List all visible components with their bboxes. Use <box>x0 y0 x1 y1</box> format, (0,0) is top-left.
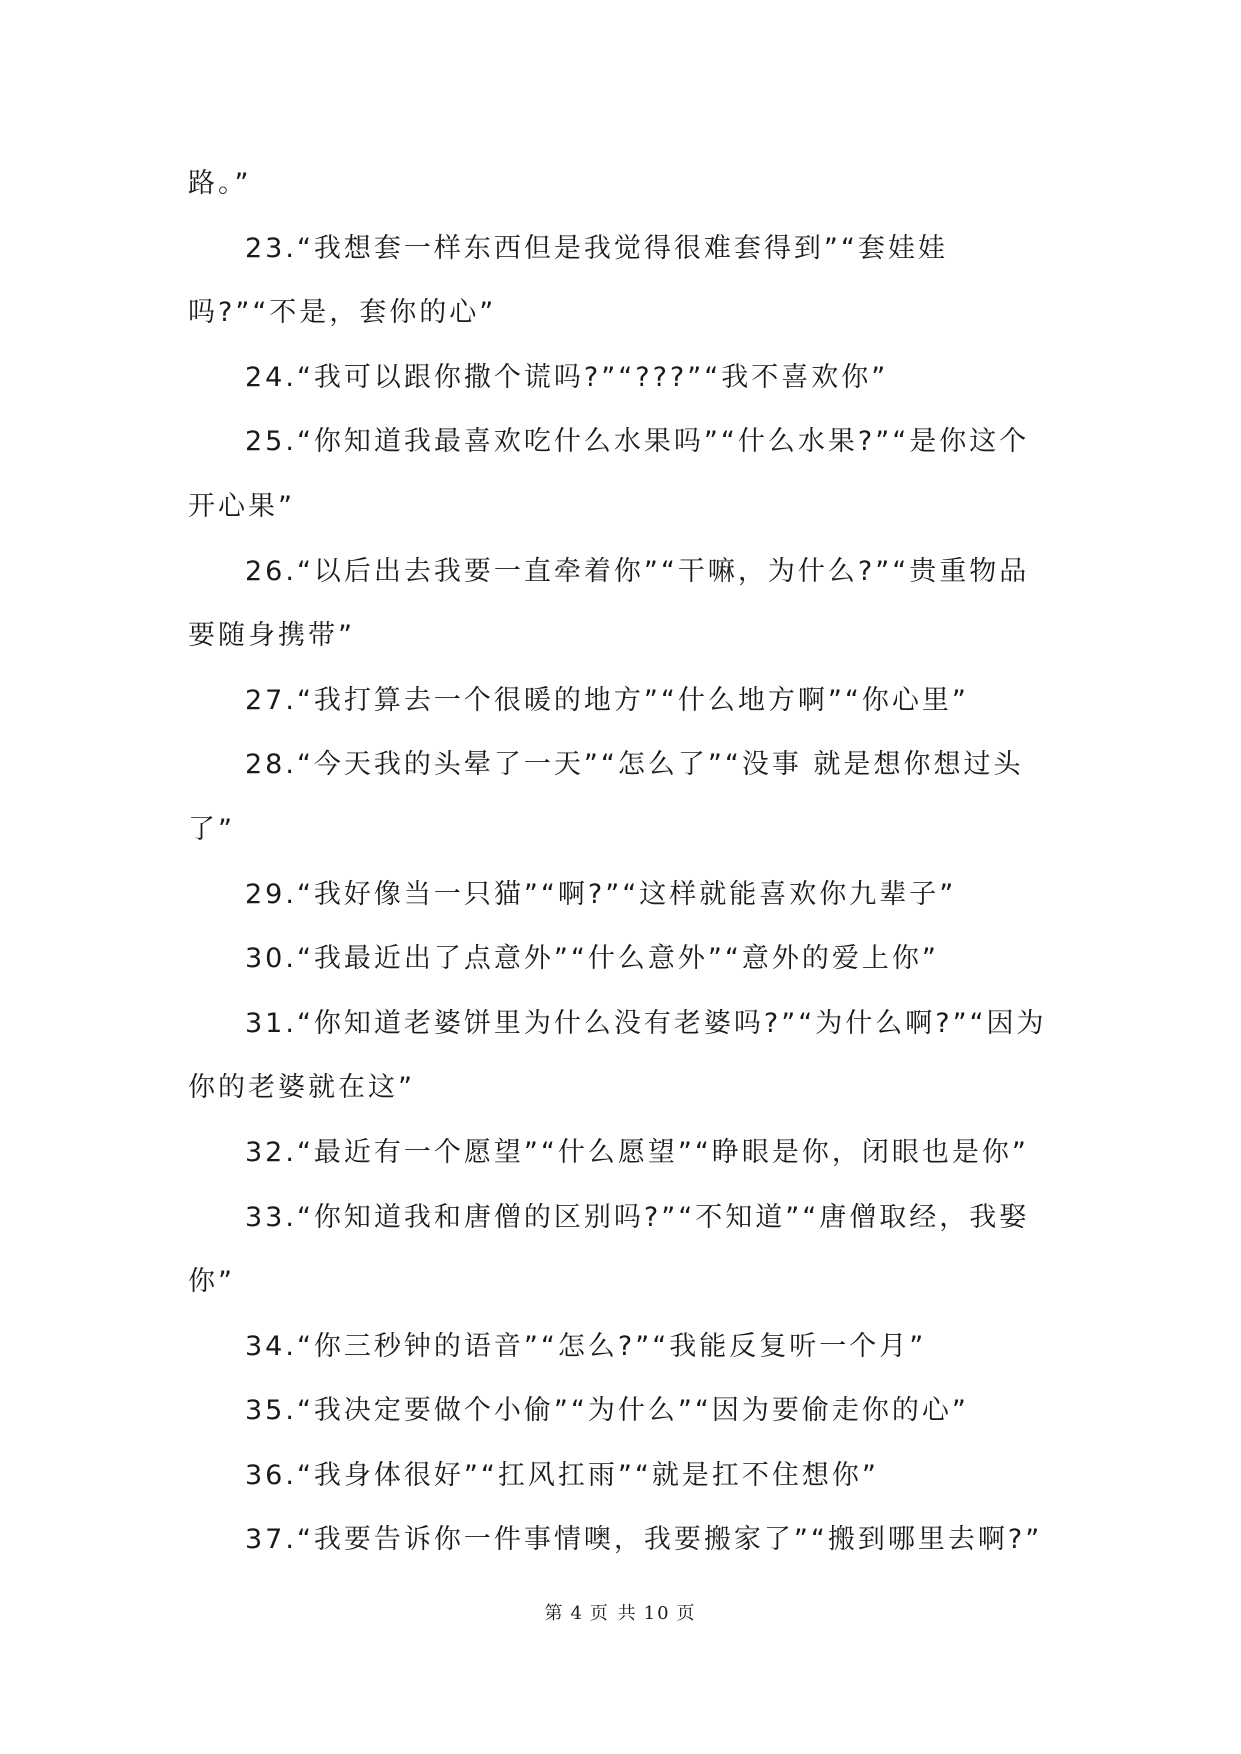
paragraph-item-27: 27.“我打算去一个很暖的地方”“什么地方啊”“你心里” <box>245 684 969 716</box>
paragraph-item-26: 26.“以后出去我要一直牵着你”“干嘛，为什么?”“贵重物品要随身携带” <box>188 555 1030 652</box>
paragraph-item-28: 28.“今天我的头晕了一天”“怎么了”“没事 就是想你想过头了” <box>188 749 1024 845</box>
footer-page-number: 4 <box>570 1603 584 1624</box>
document-body <box>188 152 1058 1573</box>
paragraph-item-24: 24.“我可以跟你撒个谎吗?”“???”“我不喜欢你” <box>245 361 889 393</box>
paragraph-item-34: 34.“你三秒钟的语音”“怎么?”“我能反复听一个月” <box>245 1330 927 1362</box>
paragraph-item-36: 36.“我身体很好”“扛风扛雨”“就是扛不住想你” <box>245 1459 879 1491</box>
paragraph-item-35: 35.“我决定要做个小偷”“为什么”“因为要偷走你的心” <box>245 1395 969 1427</box>
paragraph-continuation: 路。” <box>188 168 252 199</box>
paragraph-item-32: 32.“最近有一个愿望”“什么愿望”“睁眼是你，闭眼也是你” <box>245 1136 1029 1168</box>
footer-prefix: 第 <box>544 1603 565 1624</box>
paragraph-item-29: 29.“我好像当一只猫”“啊?”“这样就能喜欢你九辈子” <box>245 878 957 910</box>
page-footer <box>0 1599 1241 1625</box>
paragraph-item-25: 25.“你知道我最喜欢吃什么水果吗”“什么水果?”“是你这个开心果” <box>188 426 1030 522</box>
footer-total-pages: 10 <box>643 1603 671 1624</box>
paragraph-item-37: 37.“我要告诉你一件事情噢，我要搬家了”“搬到哪里去啊?” <box>245 1524 1043 1556</box>
footer-suffix: 页 <box>676 1603 697 1624</box>
paragraph-item-31: 31.“你知道老婆饼里为什么没有老婆吗?”“为什么啊?”“因为你的老婆就在这” <box>188 1007 1047 1104</box>
footer-middle: 页 共 <box>589 1603 638 1624</box>
paragraph-item-30: 30.“我最近出了点意外”“什么意外”“意外的爱上你” <box>245 943 939 975</box>
paragraph-item-23: 23.“我想套一样东西但是我觉得很难套得到”“套娃娃吗?”“不是，套你的心” <box>188 232 948 329</box>
paragraph-item-33: 33.“你知道我和唐僧的区别吗?”“不知道”“唐僧取经，我娶你” <box>188 1201 1030 1298</box>
